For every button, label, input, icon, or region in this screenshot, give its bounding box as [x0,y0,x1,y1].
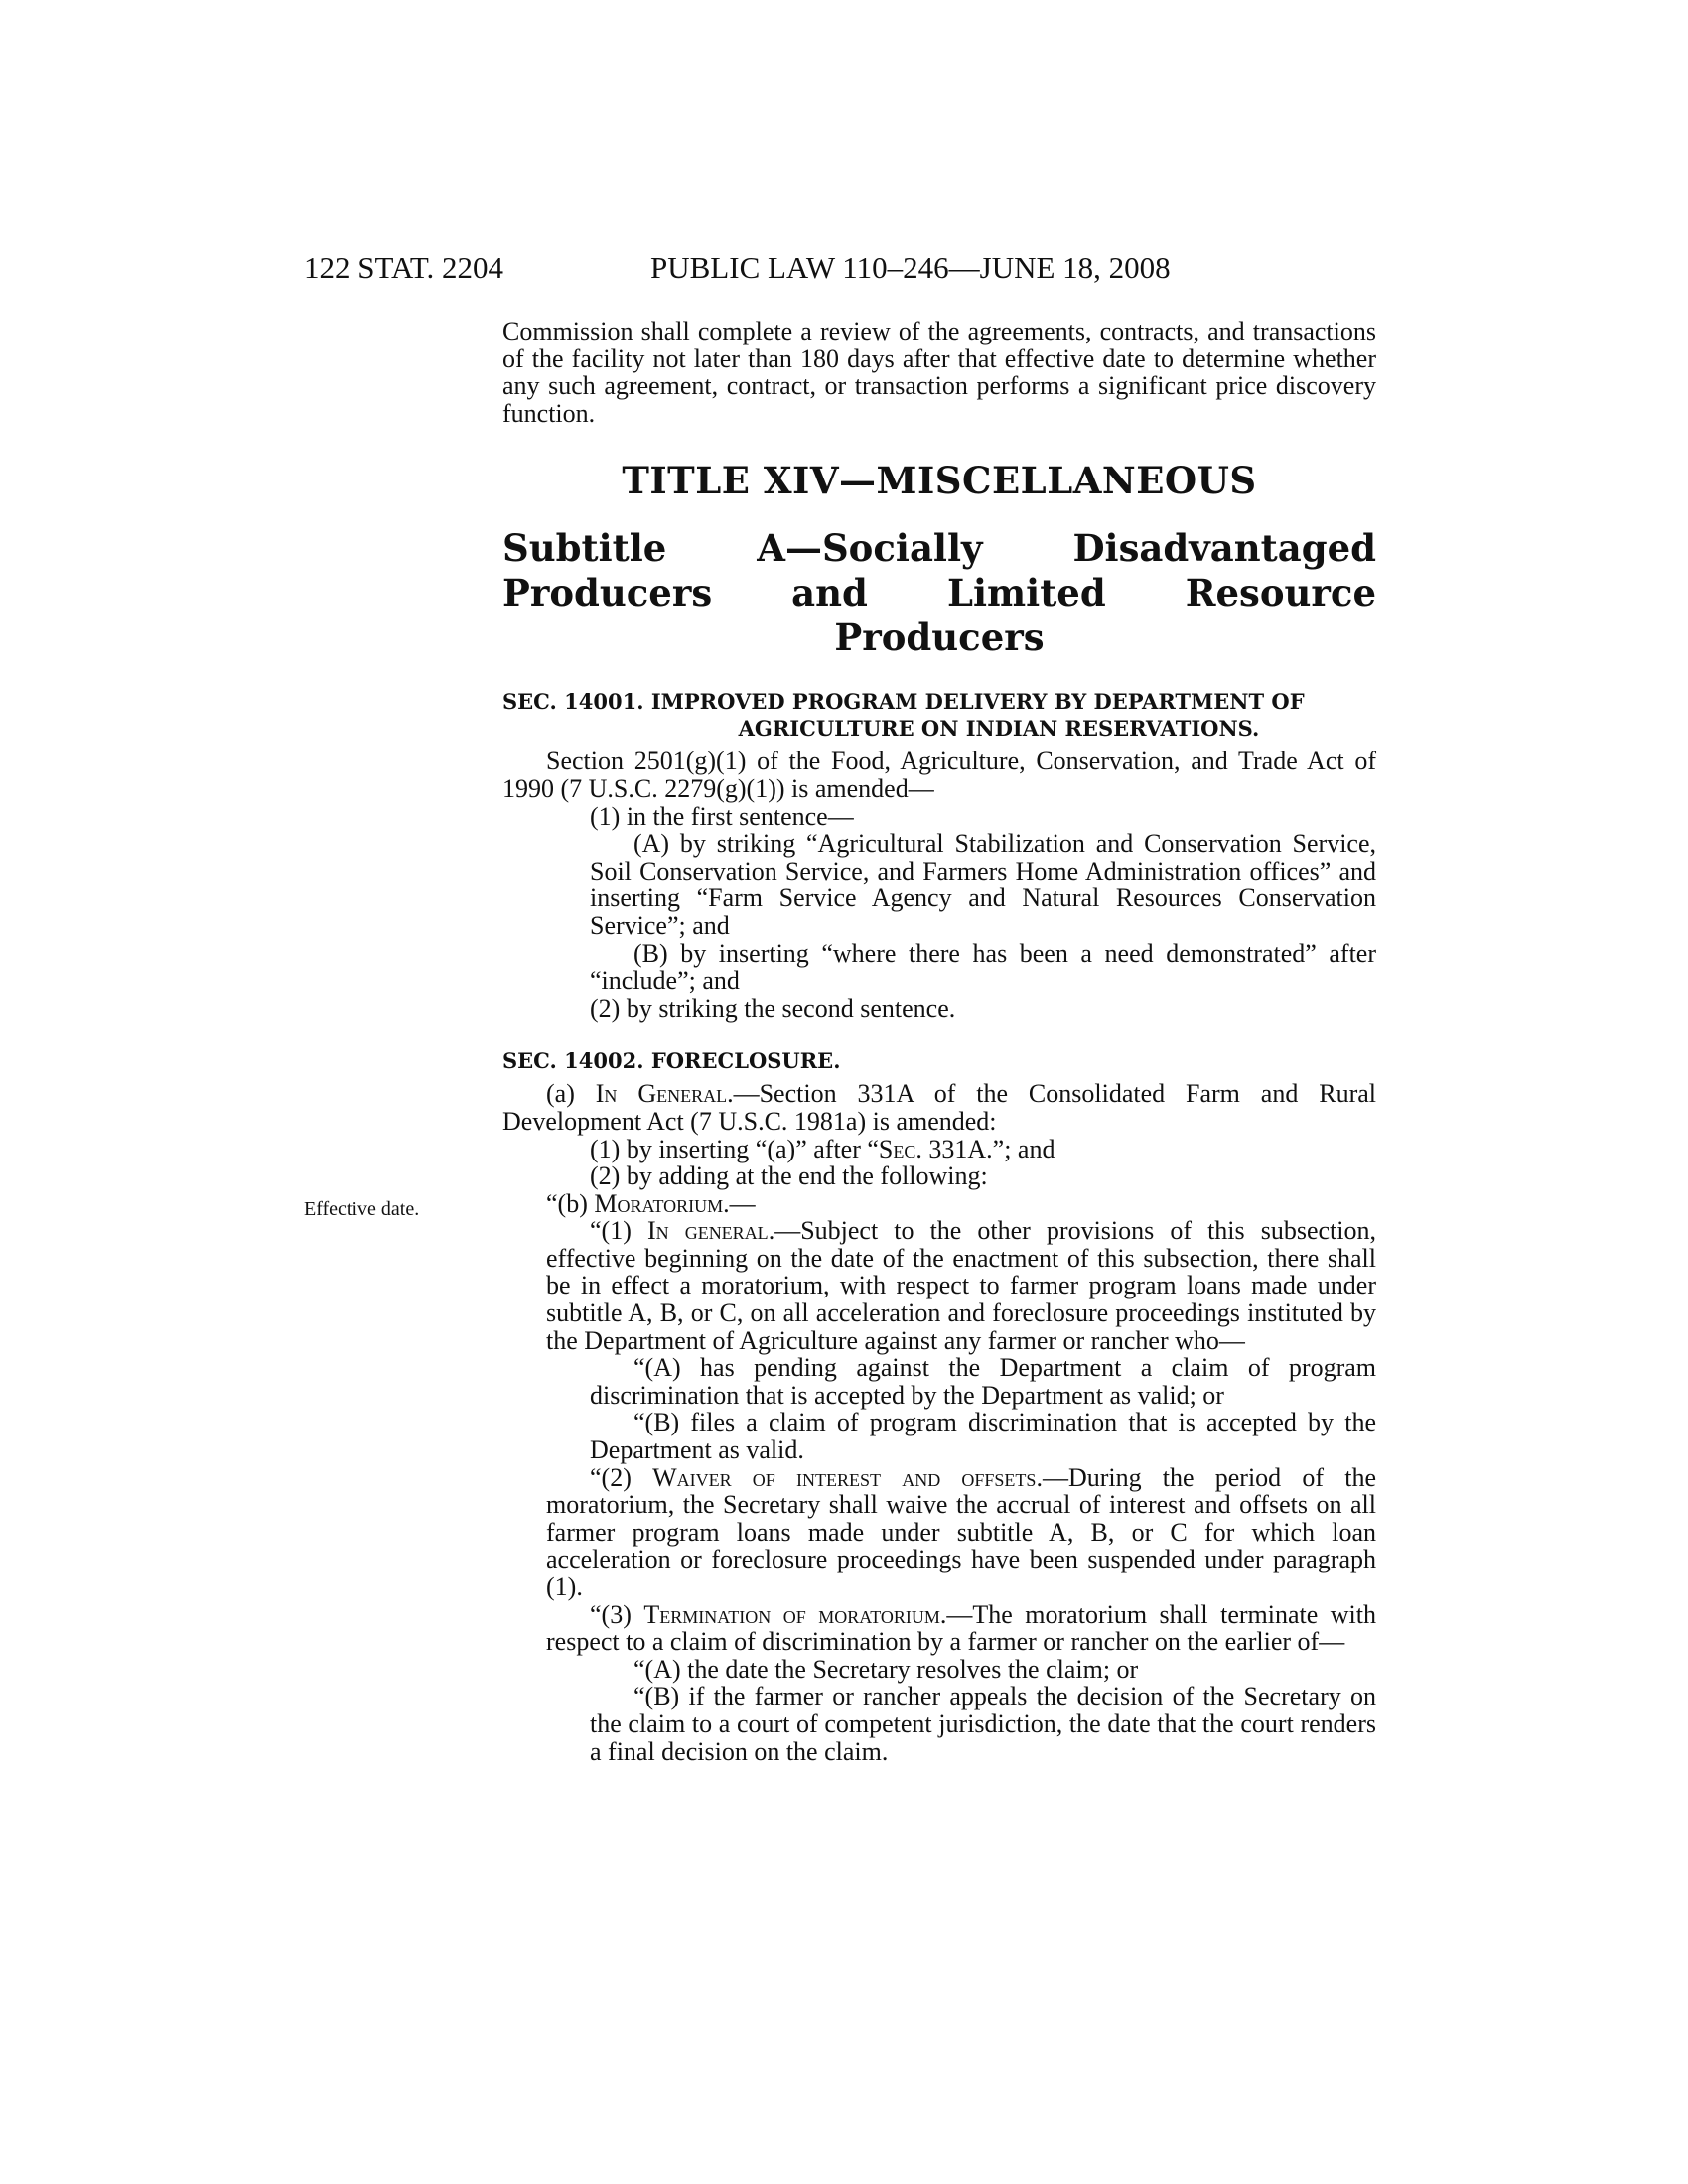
b3-caption: Termination of moratorium [643,1599,940,1629]
section-14001-item-1-B: (B) by inserting “where there has been a need demonstrated” after “include”; and [590,938,1376,996]
b2-caption: Waiver of interest and offsets [652,1462,1037,1492]
section-14001-item-2: (2) by striking the second sentence. [590,993,956,1023]
section-14001-heading-line1: SEC. 14001. IMPROVED PROGRAM DELIVERY BY DEPARTMENT OF [502,689,1305,715]
paragraph-b-3 [502,1601,1376,1656]
subsection-b-heading [502,1190,1376,1218]
b3-text: .—The moratorium shall terminate with respect to a claim of discrimination by a farmer or rancher on the earlier of— [546,1599,1376,1657]
b1-prefix: “(1) [590,1216,647,1246]
paragraph-b-1 [502,1217,1376,1354]
section-14002-subsection-a [502,1080,1376,1135]
subsection-a-caption: In General [595,1079,728,1109]
section-14002-heading: SEC. 14002. FORECLOSURE. [502,1048,841,1074]
intro-paragraph: Commission shall complete a review of the agreements, contracts, and transactions of the facility not later than 180 days after that effective date to determine whether any such agreement, contract, or transaction performs a significant price discovery function. [502,317,1376,428]
subtitle-heading: Subtitle A—Socially Disadvantaged Producers and Limited Resource Producers [502,526,1376,660]
section-14001-item-1: (1) in the first sentence— [590,801,854,831]
section-14002-item-2: (2) by adding at the end the following: [590,1161,988,1191]
margin-note-effective-date: Effective date. [304,1198,420,1220]
section-14001-heading-line2: AGRICULTURE ON INDIAN RESERVATIONS. [738,716,1260,742]
b3-prefix: “(3) [590,1599,644,1629]
paragraph-b-2 [502,1464,1376,1601]
subsection-b-caption: Moratorium [594,1188,724,1218]
subsection-a-text: .—Section 331A of the Consolidated Farm and Rural Development Act (7 U.S.C. 1981a) is amended: [502,1079,1376,1136]
subsection-b-prefix: “(b) [546,1188,595,1218]
title-heading: TITLE XIV—MISCELLANEOUS [622,459,1257,503]
section-14001-heading [502,688,1376,742]
section-14002-item-1 [502,1136,1376,1163]
stat-citation: 122 STAT. 2204 [304,250,504,285]
item-1-prefix: (1) by inserting “(a)” after “ [590,1134,879,1163]
subsection-b-suffix: .— [723,1188,756,1218]
paragraph-b-1-B: “(B) files a claim of program discrimination that is accepted by the Department as valid. [590,1408,1376,1465]
b1-caption: In general [646,1216,769,1246]
paragraph-b-1-A: “(A) has pending against the Department a claim of program discrimination that is accepted by the Department as valid; or [590,1353,1376,1410]
b2-prefix: “(2) [590,1462,653,1492]
subsection-a-prefix: (a) [546,1079,596,1109]
public-law-citation: PUBLIC LAW 110–246—JUNE 18, 2008 [650,250,1171,285]
document-body [502,318,1376,1765]
item-1-sec: Sec [878,1134,916,1163]
section-14001-paragraph: Section 2501(g)(1) of the Food, Agriculture, Conservation, and Trade Act of 1990 (7 U.S.C. 2279(g)(1)) is amended— [502,747,1376,803]
paragraph-b-3-A: “(A) the date the Secretary resolves the claim; or [633,1654,1139,1684]
running-header [304,248,1232,288]
item-1-suffix: . 331A.”; and [915,1134,1055,1163]
section-14001-item-1-A: (A) by striking “Agricultural Stabilization and Conservation Service, Soil Conservation Service, and Farmers Home Administration offices” and inserting “Farm Service Agency and Natural Resources Conservation Service”; and [590,829,1376,940]
b1-text: .—Subject to the other provisions of this subsection, effective beginning on the date of the enactment of this subsection, there shall be in effect a moratorium, with respect to farmer program loans made under subtitle A, B, or C, on all acceleration and foreclosure proceedings instituted by the Department of Agriculture against any farmer or rancher who— [546,1216,1376,1355]
b2-text: .—During the period of the moratorium, the Secretary shall waive the accrual of interest and offsets on all farmer program loans made under subtitle A, B, or C for which loan acceleration or foreclosure proceedings have been suspended under paragraph (1). [546,1462,1377,1601]
paragraph-b-3-B: “(B) if the farmer or rancher appeals the decision of the Secretary on the claim to a court of competent jurisdiction, the date that the court renders a final decision on the claim. [590,1682,1376,1766]
